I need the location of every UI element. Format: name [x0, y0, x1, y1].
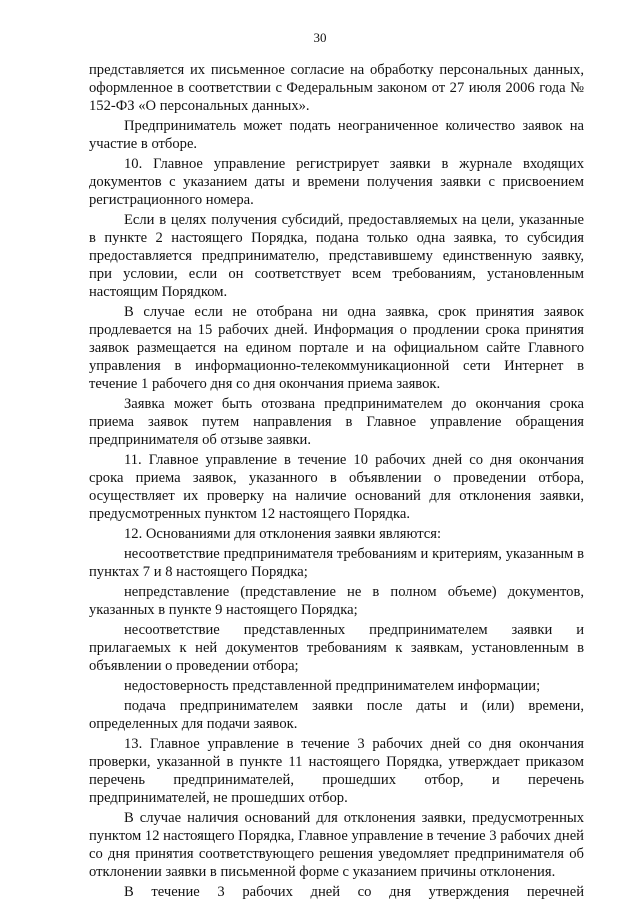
paragraph-unlimited-applications: Предприниматель может подать неограниченное количество заявок на участие в отборе.	[89, 118, 584, 152]
paragraph-item-10: 10. Главное управление регистрирует заявки в журнале входящих документов с указанием даты и времени получения заявки с присвоением регистрационного номера.	[89, 156, 584, 208]
paragraph-reason-noncompliance: несоответствие предпринимателя требованиям и критериям, указанным в пунктах 7 и 8 настоящего Порядка;	[89, 545, 584, 580]
paragraph-reason-late-submission: подача предпринимателем заявки после даты и (или) времени, определенных для подачи заявок.	[89, 698, 584, 733]
document-body	[89, 62, 584, 902]
paragraph-item-12: 12. Основаниями для отклонения заявки являются:	[124, 525, 442, 542]
page-number: 30	[313, 30, 327, 45]
paragraph-reason-missing-documents: непредставление (представление не в полном объеме) документов, указанных в пункте 9 настоящего Порядка;	[89, 584, 584, 618]
paragraph-item-11: 11. Главное управление в течение 10 рабочих дней со дня окончания срока приема заявок, указанного в объявлении о проведении отбора, осуществляет их проверку на наличие оснований для отклонения заявки, предусмотренных пунктом 12 настоящего Порядка.	[89, 451, 584, 522]
paragraph-consent-continuation: представляется их письменное согласие на обработку персональных данных, оформленное в соответствии с Федеральным законом от 27 июля 2006 года № 152-ФЗ «О персональных данных».	[89, 62, 584, 114]
paragraph-single-application: Если в целях получения субсидий, предоставляемых на цели, указанные в пункте 2 настоящего Порядка, подана только одна заявка, то субсидия предоставляется предпринимателю, представившему единственную заявку, при условии, если он соответствует всем требованиям, установленным настоящим Порядком.	[89, 212, 584, 300]
paragraph-no-application-selected: В случае если не отобрана ни одна заявка, срок принятия заявок продлевается на 15 рабочих дней. Информация о продлении срока принятия заявок размещается на едином портале и на официальном сайте Главного управления в информационно-телекоммуникационной сети Интернет в течение 1 рабочего дня со дня окончания приема заявок.	[89, 303, 584, 392]
paragraph-reason-document-mismatch: несоответствие представленных предпринимателем заявки и прилагаемых к ней документов требованиям к заявкам, установленным в объявлении о проведении отбора;	[89, 622, 584, 674]
paragraph-application-withdrawal: Заявка может быть отозвана предпринимателем до окончания срока приема заявок путем направления в Главное управление обращения предпринимателя об отзыве заявки.	[89, 395, 584, 448]
paragraph-reason-false-information: недостоверность представленной предпринимателем информации;	[124, 678, 541, 695]
paragraph-item-13: 13. Главное управление в течение 3 рабочих дней со дня окончания проверки, указанной в пункте 11 настоящего Порядка, утверждает приказом перечень предпринимателей, прошедших отбор, и перечень предпринимателей, не прошедших отбор.	[89, 736, 584, 807]
paragraph-rejection-notice: В случае наличия оснований для отклонения заявки, предусмотренных пунктом 12 настоящего Порядка, Главное управление в течение 3 рабочих дней со дня принятия соответствующего решения уведомляет предпринимателя об отклонении заявки в письменной форме с указанием причины отклонения.	[89, 810, 584, 881]
paragraph-list-approval-start: В течение 3 рабочих дней со дня утверждения перечней	[124, 884, 584, 901]
